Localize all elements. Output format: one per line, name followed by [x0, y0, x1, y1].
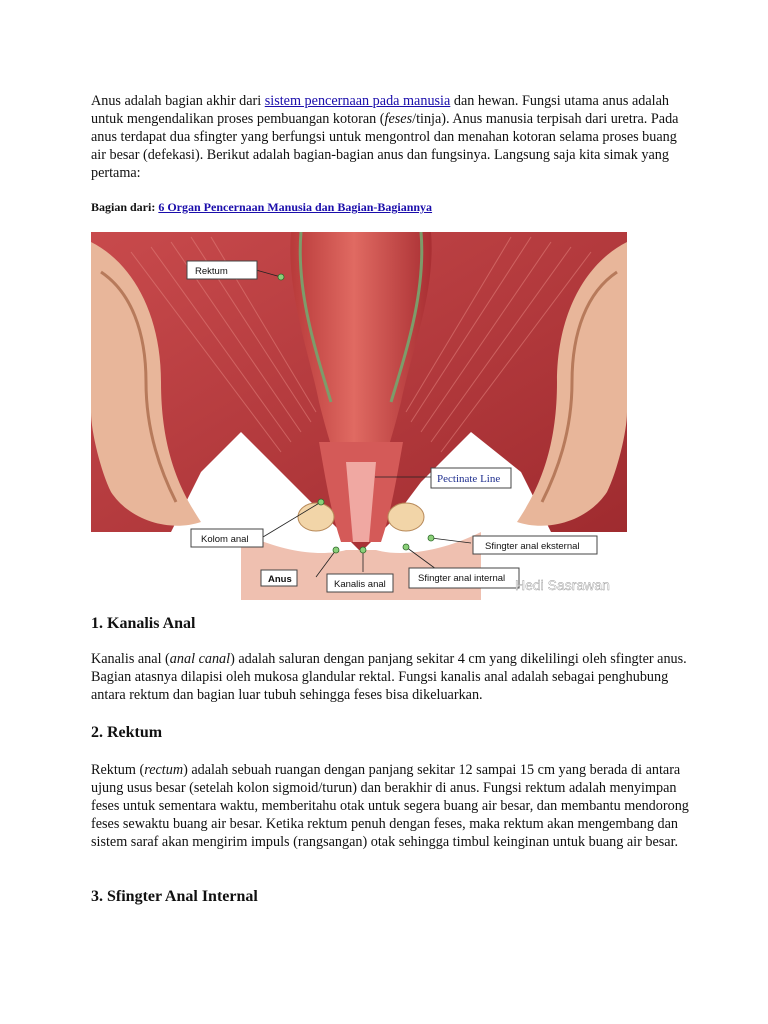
related-article	[91, 199, 432, 215]
label-sfingter-internal	[409, 568, 519, 588]
label-kolom-text: Kolom anal	[201, 534, 249, 545]
label-rektum	[187, 261, 257, 279]
watermark: Hedi Sasrawan	[515, 577, 610, 593]
label-pectinate-text: Pectinate Line	[437, 473, 501, 485]
anatomy-figure	[91, 232, 627, 600]
intro-italic: feses	[384, 111, 413, 127]
section-2-paragraph	[91, 761, 691, 851]
section-2-text-2: ) adalah sebuah ruangan dengan panjang sekitar 12 sampai 15 cm yang berada di antara ujung usus besar (setelah kolon sigmoid/turun) dan berakhir di anus. Fungsi rektum adalah menyimpan feses untuk sementara waktu, memberitahu otak untuk segera buang air besar, dan membantu mendorong feses sewaktu buang air besar. Ketika rektum penuh dengan feses, maka rektum akan mengembang dan sistem saraf akan mengirim impuls (rangsangan) otak sehingga timbul keinginan untuk buang air besar.	[91, 762, 689, 850]
section-1-text-1: Kanalis anal (	[91, 651, 170, 667]
label-sfingter-eksternal	[473, 536, 597, 554]
label-kanalis-anal	[327, 574, 393, 592]
anatomy-illustration	[91, 232, 627, 600]
label-internal-text: Sfingter anal internal	[418, 573, 506, 584]
intro-text-2: dan hewan. Fungsi utama anus adalah untuk mengendalikan proses pembuangan kotoran (	[91, 93, 669, 127]
label-kolom-anal	[191, 529, 263, 547]
section-3-heading: 3. Sfingter Anal Internal	[91, 888, 258, 905]
label-anus	[261, 570, 297, 586]
digestive-system-link[interactable]: sistem pencernaan pada manusia	[264, 93, 451, 109]
label-rektum-text: Rektum	[195, 266, 228, 277]
intro-paragraph	[91, 92, 691, 182]
section-1-heading: 1. Kanalis Anal	[91, 615, 196, 632]
related-article-link[interactable]: 6 Organ Pencernaan Manusia dan Bagian-Bagiannya	[158, 200, 433, 214]
section-2-italic: rectum	[144, 762, 184, 778]
label-anus-text: Anus	[268, 574, 292, 585]
section-2-text-1: Rektum (	[91, 762, 145, 778]
label-pectinate-line	[431, 468, 511, 488]
section-1-text-2: ) adalah saluran dengan panjang sekitar 4 cm yang dikelilingi oleh sfingter anus. Bagian atasnya dilapisi oleh mukosa glandular rektal. Fungsi kanalis anal adalah sebagai penghubung antara rektum dan bagian luar tubuh sehingga feses bisa dikeluarkan.	[91, 651, 687, 703]
label-eksternal-text: Sfingter anal eksternal	[485, 541, 580, 552]
section-2-heading: 2. Rektum	[91, 724, 163, 741]
label-kanalis-text: Kanalis anal	[334, 579, 386, 590]
section-1-paragraph	[91, 650, 691, 704]
intro-text-1: Anus adalah bagian akhir dari	[91, 93, 265, 109]
intro-text-3: /tinja). Anus manusia terpisah dari uretra. Pada anus terdapat dua sfingter yang berfungsi untuk mengontrol dan menahan kotoran selama proses buang air besar (defekasi). Berikut adalah bagian-bagian anus dan fungsinya. Langsung saja kita simak yang pertama:	[91, 111, 679, 181]
section-1-italic: anal canal	[169, 651, 231, 667]
related-prefix: Bagian dari:	[91, 200, 159, 214]
